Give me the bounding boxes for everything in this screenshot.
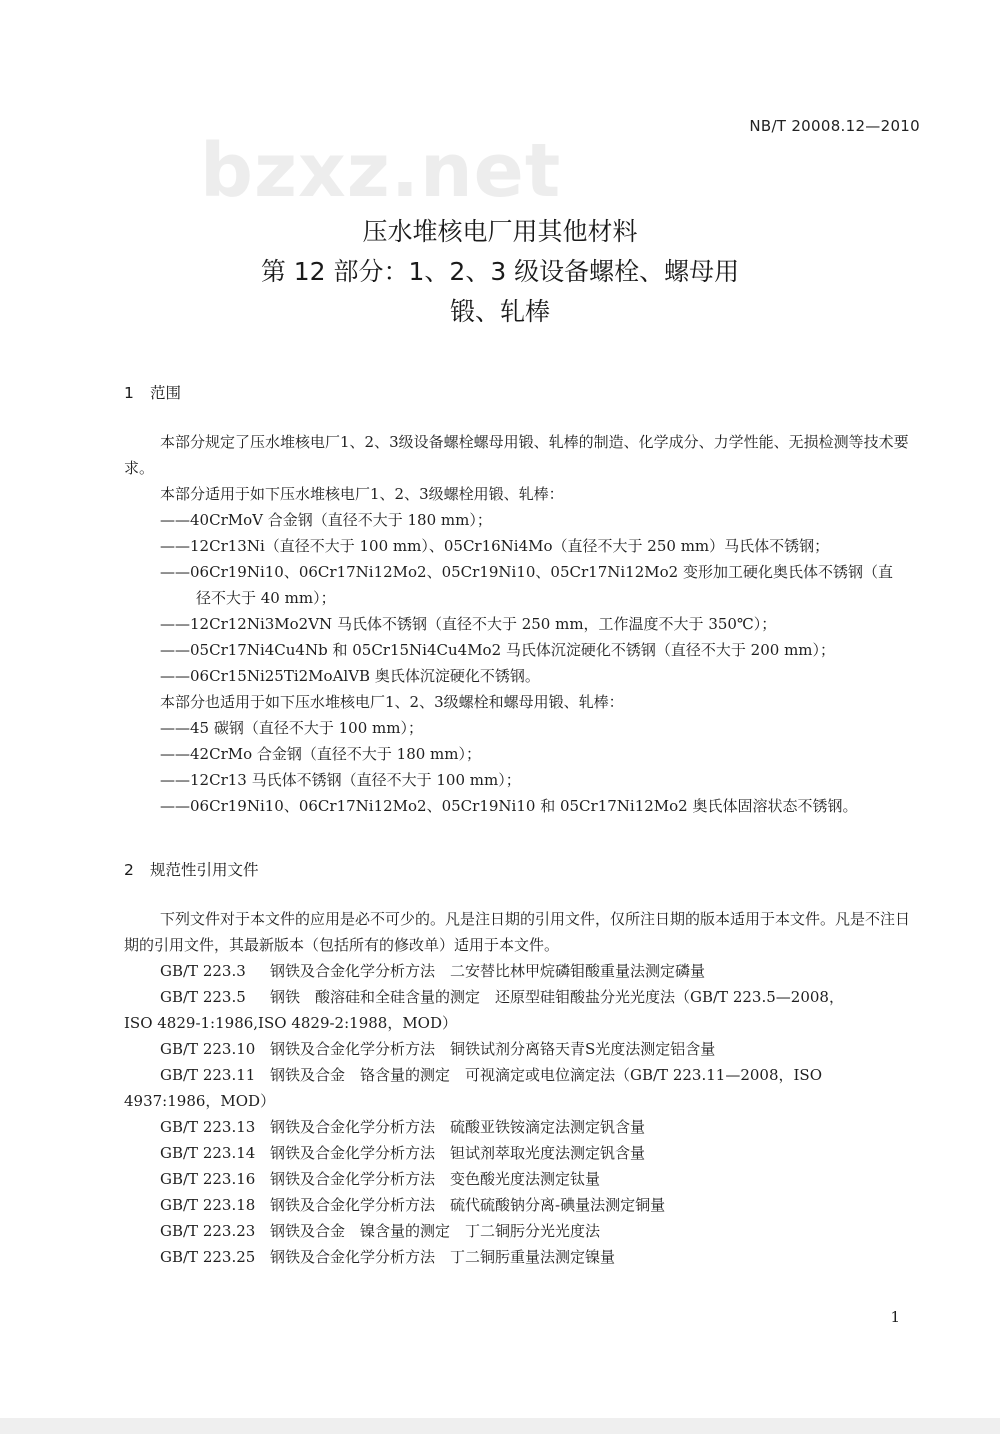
list-item: ——06Cr19Ni10、06Cr17Ni12Mo2、05Cr19Ni10、05Cr17Ni12Mo2 变形加工硬化奥氏体不锈钢（直 — [160, 563, 893, 581]
reference-item — [124, 1036, 924, 1062]
reference-item — [124, 984, 924, 1010]
title-line-2: 第 12 部分：1、2、3 级设备螺栓、螺母用 — [260, 257, 740, 286]
bottom-bar — [0, 1418, 1000, 1434]
reference-code: GB/T 223.25 — [160, 1248, 256, 1266]
reference-code: GB/T 223.14 — [160, 1144, 256, 1162]
reference-code: GB/T 223.16 — [160, 1170, 256, 1188]
reference-code: GB/T 223.18 — [160, 1196, 256, 1214]
reference-item — [124, 1192, 924, 1218]
reference-title: 钢铁及合金化学分析方法 钽试剂萃取光度法测定钒含量 — [270, 1144, 646, 1162]
reference-item — [124, 1140, 924, 1166]
reference-code: GB/T 223.10 — [160, 1040, 256, 1058]
list-item: ——12Cr13 马氏体不锈钢（直径不大于 100 mm）； — [160, 771, 521, 789]
reference-continuation: 4937:1986，MOD） — [124, 1092, 276, 1110]
reference-code: GB/T 223.3 — [160, 962, 246, 980]
reference-item — [124, 1114, 924, 1140]
reference-item — [124, 1244, 924, 1270]
paragraph: 本部分规定了压水堆核电厂1、2、3级设备螺栓螺母用锻、轧棒的制造、化学成分、力学性能、无损检测等技术要求。 — [124, 433, 909, 477]
section-1-body — [124, 429, 924, 819]
paragraph: 本部分也适用于如下压水堆核电厂1、2、3级螺栓和螺母用锻、轧棒： — [160, 693, 624, 711]
paragraph: 下列文件对于本文件的应用是必不可少的。凡是注日期的引用文件，仅所注日期的版本适用于本文件。凡是不注日期的引用文件，其最新版本（包括所有的修改单）适用于本文件。 — [124, 910, 911, 954]
reference-title: 钢铁及合金化学分析方法 硫代硫酸钠分离-碘量法测定铜量 — [270, 1196, 666, 1214]
reference-title: 钢铁 酸溶硅和全硅含量的测定 还原型硅钼酸盐分光光度法（GB/T 223.5—2008， — [270, 988, 844, 1006]
list-item: ——12Cr12Ni3Mo2VN 马氏体不锈钢（直径不大于 250 mm，工作温度不大于 350℃）； — [160, 615, 777, 633]
section-number: 2 — [124, 861, 134, 879]
section-title: 范围 — [150, 384, 182, 402]
paragraph: 本部分适用于如下压水堆核电厂1、2、3级螺栓用锻、轧棒： — [160, 485, 564, 503]
reference-title: 钢铁及合金化学分析方法 变色酸光度法测定钛量 — [270, 1170, 601, 1188]
watermark: bzxz.net — [200, 128, 562, 214]
list-item: ——05Cr17Ni4Cu4Nb 和 05Cr15Ni4Cu4Mo2 马氏体沉淀硬化不锈钢（直径不大于 200 mm）； — [160, 641, 836, 659]
section-1-heading — [124, 381, 181, 403]
document-title — [0, 212, 1000, 332]
list-item: ——40CrMoV 合金钢（直径不大于 180 mm）； — [160, 511, 492, 529]
reference-title: 钢铁及合金化学分析方法 丁二铜肟重量法测定镍量 — [270, 1248, 616, 1266]
list-item-continuation: 径不大于 40 mm）； — [196, 589, 336, 607]
section-2-heading — [124, 858, 259, 880]
reference-continuation: ISO 4829-1:1986,ISO 4829-2:1988，MOD） — [124, 1014, 458, 1032]
title-line-1: 压水堆核电厂用其他材料 — [362, 217, 638, 246]
reference-title: 钢铁及合金 铬含量的测定 可视滴定或电位滴定法（GB/T 223.11—2008，ISO — [270, 1066, 822, 1084]
reference-item — [124, 1218, 924, 1244]
section-number: 1 — [124, 384, 134, 402]
reference-item — [124, 958, 924, 984]
section-2-body — [124, 906, 924, 1270]
list-item: ——06Cr15Ni25Ti2MoAlVB 奥氏体沉淀硬化不锈钢。 — [160, 667, 540, 685]
page-number: 1 — [890, 1308, 900, 1326]
document-code: NB/T 20008.12—2010 — [749, 117, 920, 135]
reference-title: 钢铁及合金 镍含量的测定 丁二铜肟分光光度法 — [270, 1222, 601, 1240]
list-item: ——06Cr19Ni10、06Cr17Ni12Mo2、05Cr19Ni10 和 05Cr17Ni12Mo2 奥氏体固溶状态不锈钢。 — [160, 797, 858, 815]
reference-code: GB/T 223.23 — [160, 1222, 256, 1240]
reference-title: 钢铁及合金化学分析方法 二安替比林甲烷磷钼酸重量法测定磷量 — [270, 962, 706, 980]
reference-title: 钢铁及合金化学分析方法 硫酸亚铁铵滴定法测定钒含量 — [270, 1118, 646, 1136]
list-item: ——12Cr13Ni（直径不大于 100 mm）、05Cr16Ni4Mo（直径不大于 250 mm）马氏体不锈钢； — [160, 537, 830, 555]
section-title: 规范性引用文件 — [150, 861, 259, 879]
reference-code: GB/T 223.13 — [160, 1118, 256, 1136]
reference-code: GB/T 223.5 — [160, 988, 246, 1006]
reference-title: 钢铁及合金化学分析方法 铜铁试剂分离铬天青S光度法测定铝含量 — [270, 1040, 716, 1058]
reference-item — [124, 1166, 924, 1192]
list-item: ——45 碳钢（直径不大于 100 mm）； — [160, 719, 423, 737]
list-item: ——42CrMo 合金钢（直径不大于 180 mm）； — [160, 745, 482, 763]
reference-item — [124, 1062, 924, 1088]
title-line-3: 锻、轧棒 — [449, 297, 550, 326]
reference-code: GB/T 223.11 — [160, 1066, 256, 1084]
